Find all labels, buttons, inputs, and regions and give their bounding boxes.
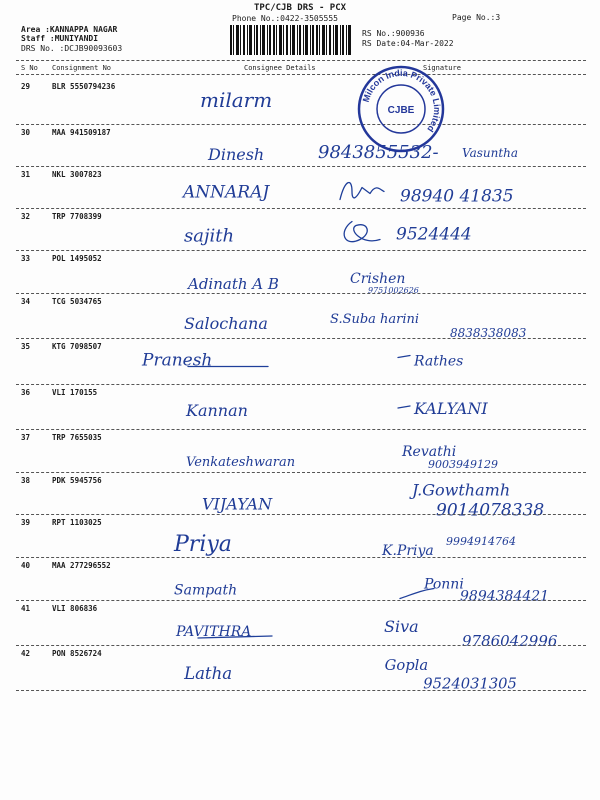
consignee-name: sajith [184,225,235,247]
signature-handwriting [0,515,600,561]
receiver-signature: S.Suba harini [330,312,420,327]
row-sno: 29 [21,82,31,91]
phone-handwritten: 9843855532- [318,142,439,163]
row-sno: 38 [21,476,31,485]
staff-label: Staff :MUNIYANDI [21,34,99,43]
row-consignment: VLI 170155 [52,388,98,397]
signature-handwriting [0,430,600,476]
row-consignment: TRP 7708399 [52,212,102,221]
receiver-signature: Gopla [384,656,429,674]
signature-handwriting [0,209,600,255]
document-title: TPC/CJB DRS - PCX [253,3,347,13]
page-number: Page No.:3 [452,13,501,22]
consignee-name: Latha [184,664,233,684]
table-row [0,294,600,338]
row-consignment: MAA 941509187 [52,128,111,137]
row-consignment: BLR 5550794236 [52,82,116,91]
consignee-name: Adinath A B [188,275,279,293]
table-row [0,339,600,384]
row-sno: 39 [21,518,31,527]
signature-handwriting [0,646,600,692]
receiver-signature: Vasuntha [462,146,519,160]
phone-handwritten: 9524031305 [423,675,517,693]
consignee-name: PAVITHRA [176,624,252,640]
signature-handwriting [0,125,600,171]
signature-handwriting [0,339,600,385]
signature-handwriting [0,558,600,604]
consignee-name: milarm [200,88,273,112]
signature-stroke [400,589,434,599]
table-row [0,646,600,696]
row-sno: 36 [21,388,31,397]
row-sno: 30 [21,128,31,137]
header-divider [16,60,586,61]
row-consignment: RPT 1103025 [52,518,102,527]
receiver-signature: Ponni [424,576,464,593]
receiver-signature: Crishen [350,271,406,287]
row-sno: 34 [21,297,31,306]
row-consignment: TRP 7655035 [52,433,102,442]
phone-handwritten: 8838338083 [450,326,527,340]
row-sno: 37 [21,433,31,442]
stamp-ring-text: Milcon India Private Limited [360,67,443,134]
row-consignment: NKL 3007823 [52,170,102,179]
barcode-image [230,25,352,55]
consignee-name: Venkateshwaran [186,455,296,470]
column-header-signature: Signature [423,64,461,72]
table-row [0,209,600,250]
row-sno: 41 [21,604,31,613]
phone-handwritten: 9994914764 [446,535,516,548]
receiver-signature: KALYANI [414,399,488,418]
consignee-name: Pranesh [142,350,213,371]
phone-handwritten: 9894384421 [460,588,550,605]
table-row [0,515,600,557]
column-header-divider [16,74,586,75]
receiver-signature: Revathi [402,444,457,460]
table-row [0,558,600,605]
phone-handwritten: 9014078338 [436,500,545,521]
receiver-signature: Rathes [414,353,464,370]
signature-handwriting [0,167,600,213]
row-sno: 33 [21,254,31,263]
table-row [0,601,600,650]
phone-handwritten: 9751002626 [368,286,419,295]
row-sno: 42 [21,649,31,658]
row-divider [16,690,586,691]
row-consignment: TCG 5034765 [52,297,102,306]
drs-number: DRS No. :DCJB90093603 [21,44,123,53]
rs-date: RS Date:04-Mar-2022 [362,39,454,48]
phone-handwritten: 9786042996 [462,632,558,650]
row-sno: 31 [21,170,31,179]
receiver-signature: K.Priya [382,543,434,559]
row-sno: 32 [21,212,31,221]
consignee-name: Dinesh [208,145,265,164]
signature-handwriting [0,79,600,125]
consignee-name: Salochana [184,314,268,333]
consignee-name: Kannan [186,401,248,420]
phone-number: Phone No.:0422-3505555 [232,14,338,23]
column-header-consignment: Consignment No [52,64,112,72]
row-consignment: POL 1495052 [52,254,102,263]
table-row [0,251,600,293]
receiver-signature-scribble [340,182,384,199]
consignee-name: Sampath [174,582,238,599]
dash-mark [398,406,410,408]
rs-number: RS No.:900936 [362,29,425,38]
row-consignment: VLI 806836 [52,604,98,613]
table-row [0,79,600,125]
column-header-consignee: Consignee Details [244,64,316,72]
signature-handwriting [0,601,600,650]
signature-handwriting [0,294,600,340]
receiver-signature: Siva [384,617,419,636]
consignee-name: Priya [174,532,232,557]
row-sno: 40 [21,561,31,570]
phone-handwritten: 9524444 [396,224,472,245]
row-sno: 35 [21,342,31,351]
stamp-center-text: CJBE [387,105,415,116]
table-row [0,385,600,429]
row-consignment: KTG 7098507 [52,342,102,351]
signature-handwriting [0,473,600,519]
area-label: Area :KANNAPPA NAGAR [21,25,118,34]
table-row [0,125,600,167]
phone-handwritten: 98940 41835 [400,186,514,207]
table-row [0,473,600,521]
row-consignment: PDK 5945756 [52,476,102,485]
table-row [0,430,600,472]
column-header-sno: S No [21,64,38,72]
row-consignment: PON 8526724 [52,649,102,658]
dash-mark [398,356,410,358]
consignee-name: ANNARAJ [183,182,270,203]
row-consignment: MAA 277296552 [52,561,111,570]
table-row [0,167,600,208]
signature-handwriting [0,251,600,297]
phone-handwritten: 9003949129 [428,458,498,471]
signature-handwriting [0,385,600,431]
company-stamp [356,64,446,154]
receiver-signature-scribble [344,222,380,242]
consignee-name: VIJAYAN [202,494,273,514]
receiver-signature: J.Gowthamh [412,480,511,500]
